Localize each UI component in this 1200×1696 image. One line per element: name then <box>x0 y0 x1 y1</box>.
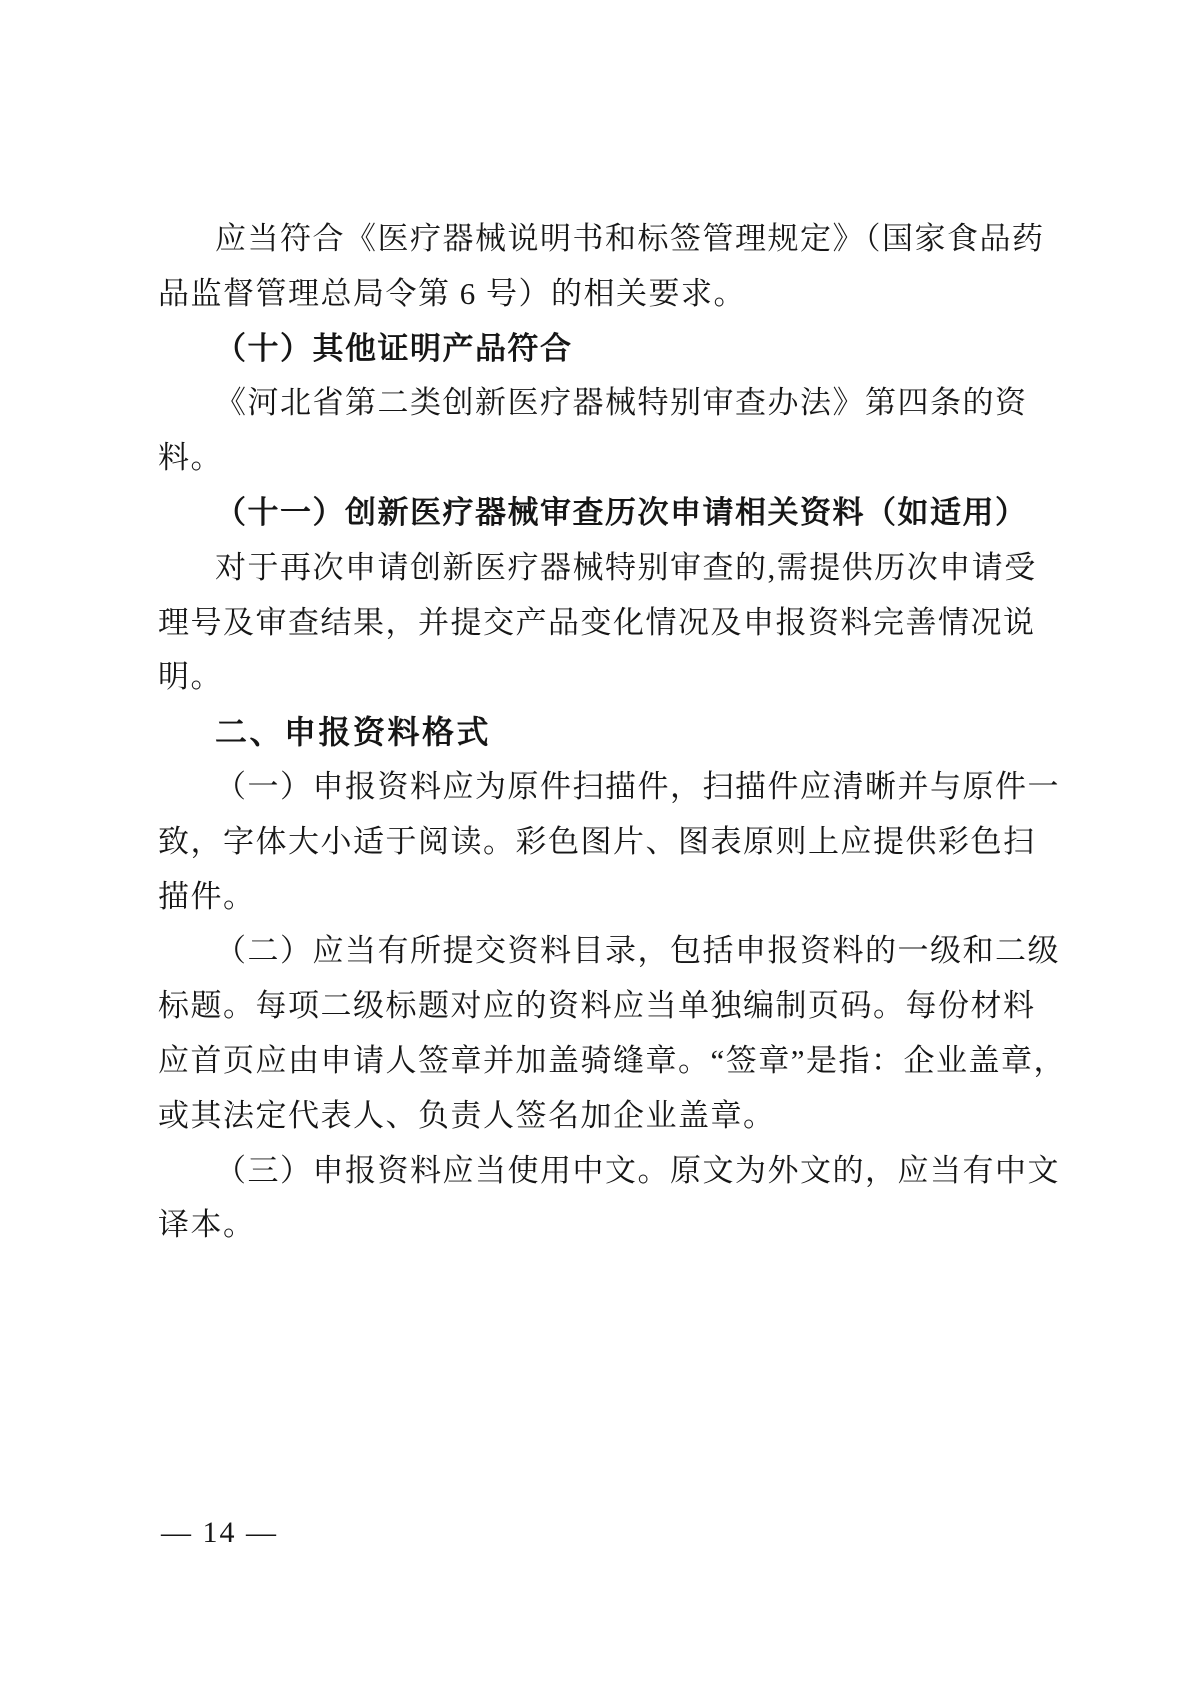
body-text-line: （三）申报资料应当使用中文。原文为外文的，应当有中文 <box>215 1152 1060 1188</box>
body-text-line: 标题。每项二级标题对应的资料应当单独编制页码。每份材料 <box>158 988 1036 1024</box>
document-body <box>158 212 1070 1253</box>
body-text-line: 描件。 <box>158 878 256 914</box>
body-text-line: （二）应当有所提交资料目录，包括申报资料的一级和二级 <box>215 933 1060 969</box>
body-text-line: 料。 <box>158 440 223 476</box>
body-text-line: 译本。 <box>158 1207 256 1243</box>
body-text-line: 致，字体大小适于阅读。彩色图片、图表原则上应提供彩色扫 <box>158 823 1036 859</box>
body-text-line: 《河北省第二类创新医疗器械特别审查办法》第四条的资 <box>215 385 1028 421</box>
page-footer <box>161 1513 278 1553</box>
body-text-line: 理号及审查结果，并提交产品变化情况及申报资料完善情况说 <box>158 604 1036 640</box>
section-heading: 二、申报资料格式 <box>215 714 492 751</box>
body-text-line: 品监督管理总局令第 6 号）的相关要求。 <box>158 275 746 311</box>
page-number: — 14 — <box>161 1516 278 1549</box>
body-text-line: 明。 <box>158 659 223 695</box>
body-text-line: 对于再次申请创新医疗器械特别审查的,需提供历次申请受 <box>215 549 1037 585</box>
body-text-line: （一）申报资料应为原件扫描件，扫描件应清晰并与原件一 <box>215 768 1060 804</box>
subsection-heading: （十一）创新医疗器械审查历次申请相关资料（如适用） <box>215 494 1028 530</box>
body-text-line: 应首页应由申请人签章并加盖骑缝章。“签章”是指：企业盖章， <box>158 1042 1067 1078</box>
subsection-heading: （十）其他证明产品符合 <box>215 330 573 366</box>
body-text-line: 应当符合《医疗器械说明书和标签管理规定》（国家食品药 <box>215 221 1045 256</box>
body-text-line: 或其法定代表人、负责人签名加企业盖章。 <box>158 1097 776 1133</box>
